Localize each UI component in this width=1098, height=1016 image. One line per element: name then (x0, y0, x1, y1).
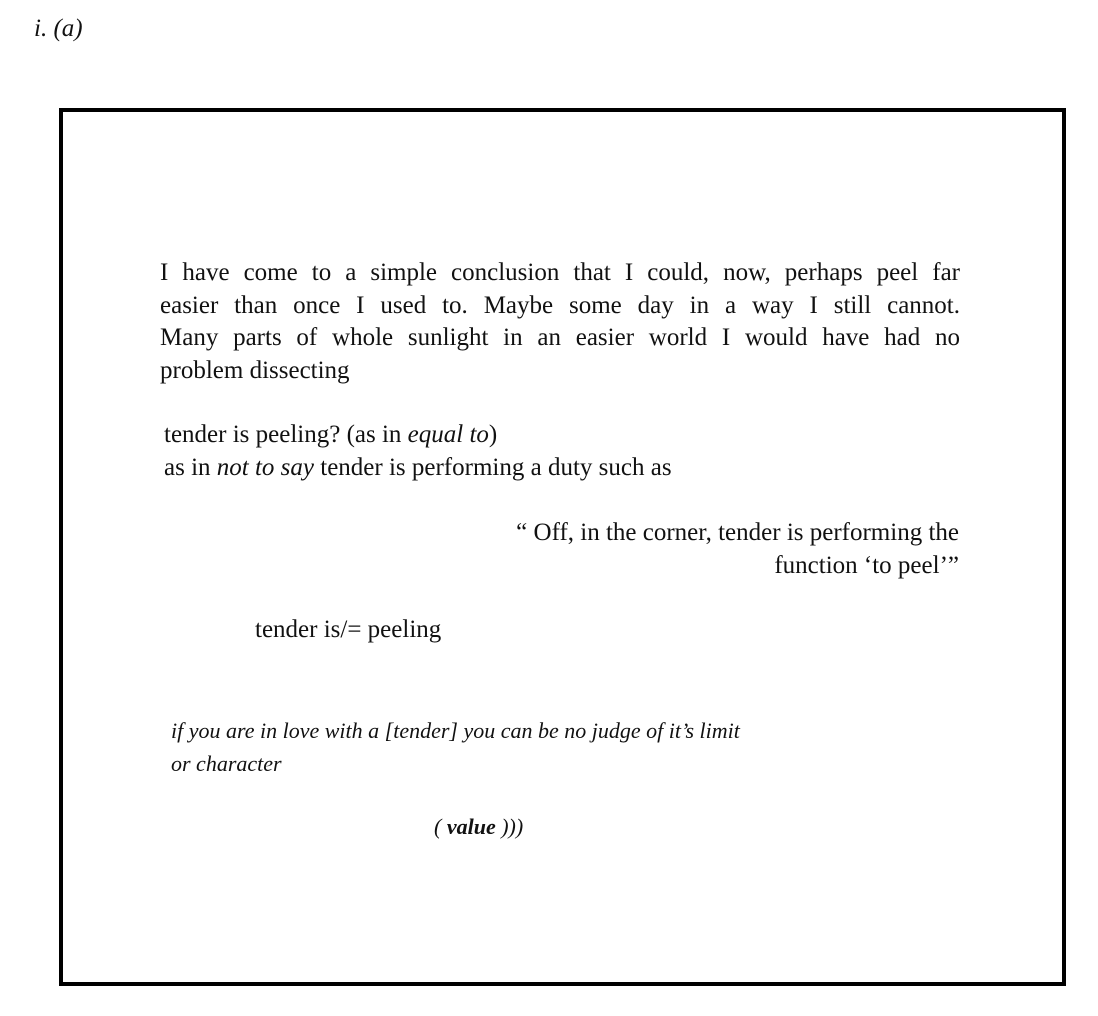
quotation-line: “ Off, in the corner, tender is performing the (516, 519, 959, 546)
question-line (164, 452, 672, 485)
paragraph-line: easier than once I used to. Maybe some day in a way I still cannot. (160, 291, 960, 319)
question-emphasis: equal to (407, 421, 489, 448)
question-emphasis: not to say (216, 453, 314, 481)
question-text: tender is peeling? (as in (164, 421, 408, 448)
value-word: value (446, 814, 496, 839)
italic-note (171, 714, 740, 780)
value-close: ))) (495, 814, 524, 839)
section-heading: i. (a) (34, 15, 83, 42)
note-line: if you are in love with a [tender] you can be no judge of it’s limit (171, 718, 740, 743)
value-open: ( (434, 814, 447, 839)
question-text: as in (164, 453, 217, 481)
quotation (516, 517, 959, 582)
equation-line: tender is/= peeling (255, 616, 442, 643)
question-line (164, 419, 672, 452)
question-text: ) (488, 421, 498, 448)
paragraph-line: I have come to a simple conclusion that I could, now, perhaps peel far (160, 259, 960, 286)
question-text: tender is performing a duty such as (314, 453, 672, 481)
quotation-line: function ‘to peel’” (774, 551, 959, 579)
question-block (164, 419, 672, 484)
note-line: or character (171, 751, 282, 776)
paragraph-line: problem dissecting (160, 356, 350, 384)
value-label (434, 812, 523, 842)
body-paragraph (160, 257, 960, 387)
paragraph-line: Many parts of whole sunlight in an easier world I would have had no (160, 324, 960, 351)
